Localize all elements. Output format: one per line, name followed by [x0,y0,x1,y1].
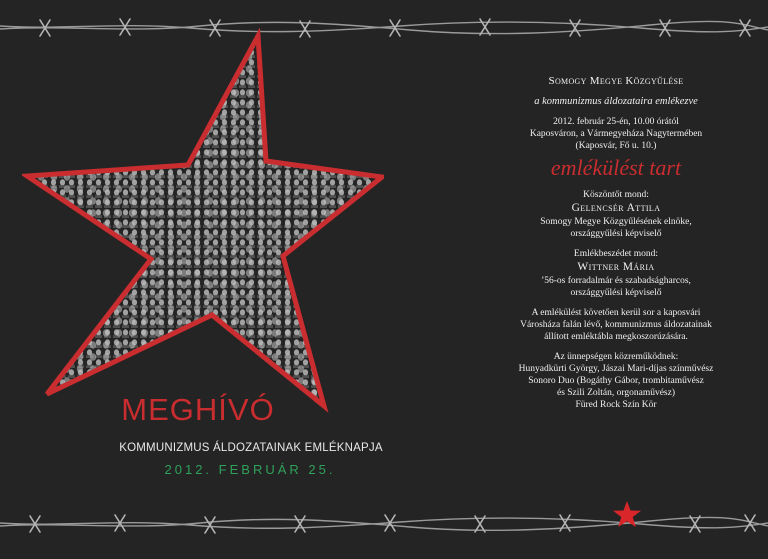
speaker2-title-1: ’56-os forradalmár és szabadságharcos, [541,276,691,286]
speaker2-role: Emlékbeszédet mond: [573,249,659,259]
contributor-1: Hunyadkürti György, Jászai Mari-díjas színművész [518,364,714,374]
event-subtitle: KOMMUNIZMUS ÁLDOZATAINAK EMLÉKNAPJA [119,442,383,454]
star-mosaic-icon [22,28,384,418]
note-line-3: állított emléktábla megkoszorúzására. [544,332,688,342]
speaker2-title-2: országgyűlési képviselő [570,288,662,298]
speaker2-name: Wittner Mária [577,261,655,273]
red-star-icon [612,500,642,528]
speaker1-title-2: országgyűlési képviselő [570,229,662,239]
event-venue: Kaposváron, a Vármegyeháza Nagytermében [529,129,703,139]
contributor-2: Sonoro Duo (Bogáthy Gábor, trombitaművész [528,376,704,386]
event-time: 2012. február 25-én, 10.00 órától [553,117,679,127]
invitation-details [496,74,736,411]
speaker1-title-1: Somogy Megye Közgyűlésének elnöke, [540,217,692,227]
organizer: Somogy Megye Közgyűlése [548,75,684,87]
contributor-4: Füred Rock Szín Kör [575,400,657,410]
event-address: (Kaposvár, Fő u. 10.) [575,141,657,151]
event-date: 2012. FEBRUÁR 25. [164,462,336,477]
note-line-2: Városháza falán lévő, kommunizmus áldozatainak [520,320,712,330]
contributors-heading: Az ünnepségen közreműködnek: [553,352,679,362]
note-line-1: A emlékülést követően kerül sor a kaposvári [531,308,701,318]
speaker1-role: Köszöntőt mond: [583,190,649,200]
remembrance-line: a kommunizmus áldozataira emlékezve [534,96,698,107]
speaker1-name: Gelencsér Attila [571,202,661,214]
invitation-title: MEGHÍVÓ [121,392,275,427]
contributor-3: és Szili Zoltán, orgonaművész) [556,388,676,398]
headline: emlékülést tart [550,155,682,180]
barbed-wire-bottom [0,503,768,543]
